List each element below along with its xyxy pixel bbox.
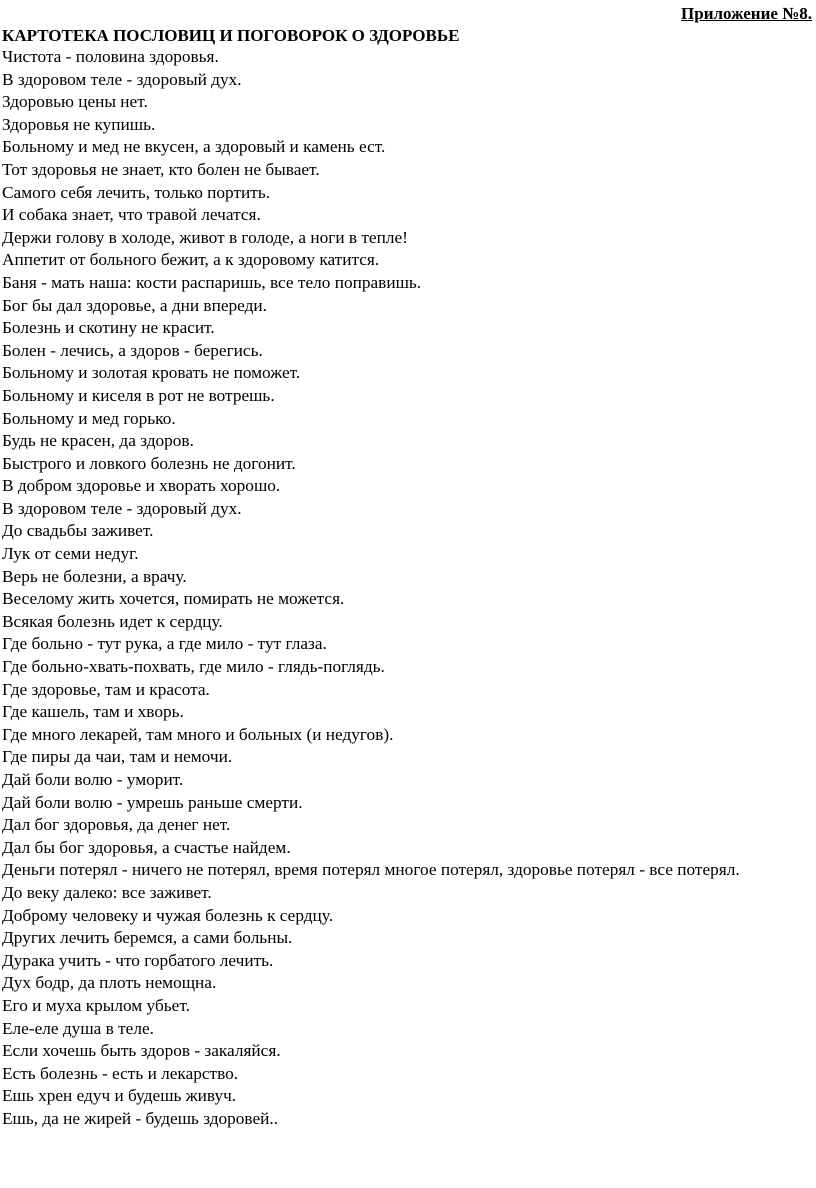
proverb-item: Здоровью цены нет. bbox=[2, 92, 148, 112]
proverb-item: Дал бы бог здоровья, а счастье найдем. bbox=[2, 837, 291, 857]
proverb-item: До веку далеко: все заживет. bbox=[2, 882, 212, 902]
proverb-item: Где больно - тут рука, а где мило - тут глаза. bbox=[2, 634, 327, 654]
proverb-item: Где пиры да чаи, там и немочи. bbox=[2, 747, 233, 767]
proverb-item: Аппетит от больного бежит, а к здоровому катится. bbox=[2, 250, 380, 270]
proverb-item: Всякая болезнь идет к сердцу. bbox=[2, 611, 223, 631]
proverb-item: Больному и киселя в рот не вотрешь. bbox=[2, 385, 275, 405]
proverb-item: Больному и мед горько. bbox=[2, 408, 176, 428]
proverb-item: Его и муха крылом убьет. bbox=[2, 995, 190, 1015]
proverb-item: Где кашель, там и хворь. bbox=[2, 702, 184, 722]
proverb-item: Лук от семи недуг. bbox=[2, 544, 139, 564]
proverb-item: Самого себя лечить, только портить. bbox=[2, 182, 271, 202]
appendix-label: Приложение №8. bbox=[681, 4, 812, 23]
proverb-item: Еле-еле душа в теле. bbox=[2, 1018, 154, 1038]
proverb-item: Быстрого и ловкого болезнь не догонит. bbox=[2, 453, 296, 473]
proverb-item: Баня - мать наша: кости распаришь, все тело поправишь. bbox=[2, 272, 422, 292]
proverb-item: Болен - лечись, а здоров - берегись. bbox=[2, 340, 263, 360]
proverb-item: Где больно-хвать-похвать, где мило - глядь-поглядь. bbox=[2, 657, 385, 677]
proverb-item: Бог бы дал здоровье, а дни впереди. bbox=[2, 295, 267, 315]
proverb-item: Дух бодр, да плоть немощна. bbox=[2, 973, 217, 993]
proverb-item: Дал бог здоровья, да денег нет. bbox=[2, 815, 231, 835]
proverb-item: Дай боли волю - уморит. bbox=[2, 770, 184, 789]
document-title: КАРТОТЕКА ПОСЛОВИЦ И ПОГОВОРОК О ЗДОРОВЬЕ bbox=[2, 26, 460, 45]
proverb-item: До свадьбы заживет. bbox=[2, 521, 154, 541]
proverb-item: Будь не красен, да здоров. bbox=[2, 431, 194, 451]
proverb-item: Есть болезнь - есть и лекарство. bbox=[2, 1063, 239, 1083]
proverb-item: Доброму человеку и чужая болезнь к сердцу. bbox=[2, 905, 334, 925]
proverb-item: В здоровом теле - здоровый дух. bbox=[2, 498, 242, 518]
proverb-item: Больному и золотая кровать не поможет. bbox=[2, 363, 301, 383]
proverb-item: Других лечить беремся, а сами больны. bbox=[2, 928, 293, 948]
proverb-item: Чистота - половина здоровья. bbox=[2, 47, 219, 66]
proverb-item: Здоровья не купишь. bbox=[2, 114, 156, 134]
proverb-item: Дурака учить - что горбатого лечить. bbox=[2, 950, 274, 970]
proverb-item: Болезнь и скотину не красит. bbox=[2, 318, 215, 338]
proverb-item: Веселому жить хочется, помирать не можется. bbox=[2, 589, 345, 609]
proverb-item: Больному и мед не вкусен, а здоровый и камень ест. bbox=[2, 137, 386, 157]
proverb-item: Где много лекарей, там много и больных (и недугов). bbox=[2, 724, 394, 744]
proverb-item: И собака знает, что травой лечатся. bbox=[2, 205, 261, 225]
proverb-item: Ешь хрен едуч и будешь живуч. bbox=[2, 1086, 237, 1106]
proverb-item: Если хочешь быть здоров - закаляйся. bbox=[2, 1041, 281, 1061]
proverb-item: Дай боли волю - умрешь раньше смерти. bbox=[2, 792, 303, 812]
proverb-item: Верь не болезни, а врачу. bbox=[2, 566, 187, 586]
proverb-item: В добром здоровье и хворать хорошо. bbox=[2, 476, 281, 496]
proverb-item: Тот здоровья не знает, кто болен не бывает. bbox=[2, 159, 320, 179]
proverb-item: Где здоровье, там и красота. bbox=[2, 679, 210, 699]
proverb-item: Держи голову в холоде, живот в голоде, а ноги в тепле! bbox=[2, 227, 408, 247]
proverb-item: В здоровом теле - здоровый дух. bbox=[2, 69, 242, 89]
proverb-item: Деньги потерял - ничего не потерял, время потерял многое потерял, здоровье потерял - все потерял. bbox=[2, 860, 740, 880]
proverb-item: Ешь, да не жирей - будешь здоровей.. bbox=[2, 1108, 279, 1128]
proverb-list bbox=[2, 46, 792, 1131]
